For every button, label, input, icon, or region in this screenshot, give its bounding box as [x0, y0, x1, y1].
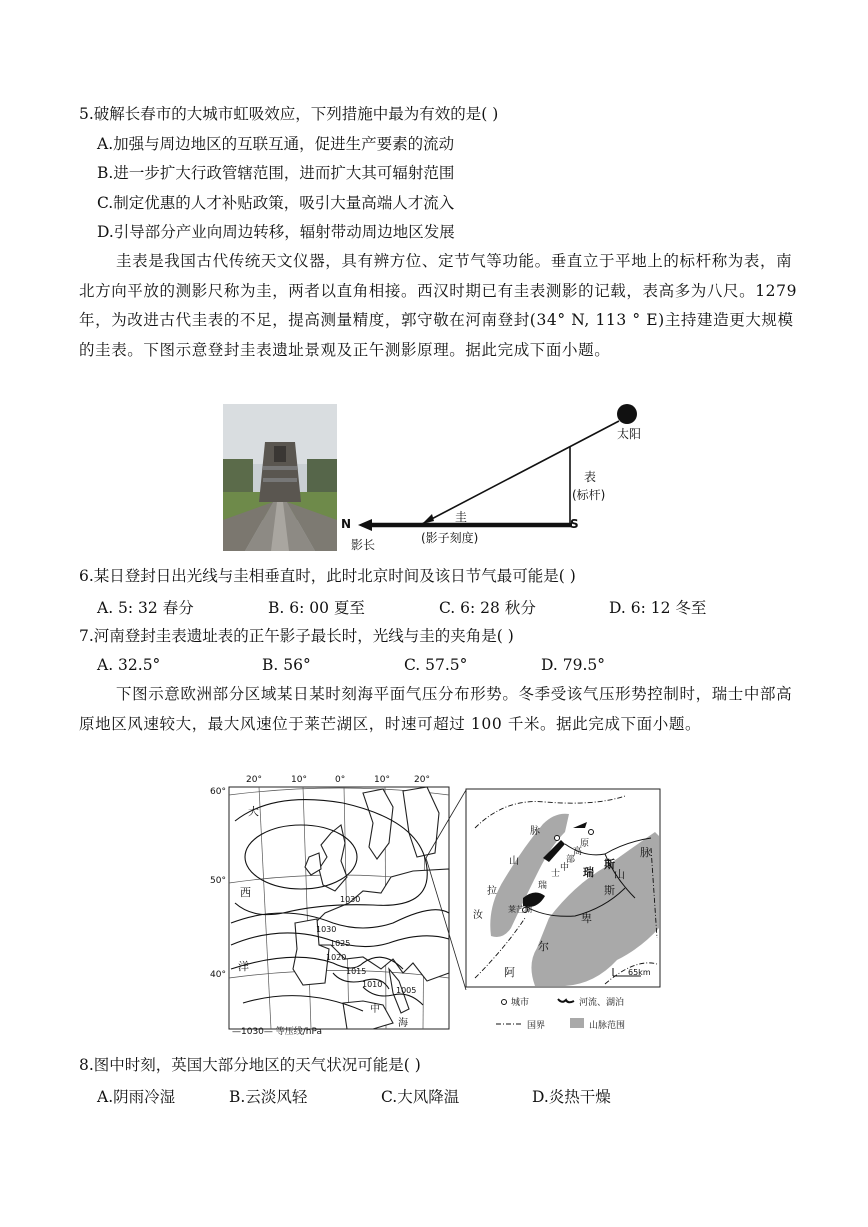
- q8-option-a: A.阴雨冷湿: [97, 1088, 176, 1106]
- q6-option-d: D. 6: 12 冬至: [609, 599, 707, 617]
- fig1-shadow-label: 影长: [351, 538, 376, 552]
- q5-option-a: A.加强与周边地区的互联互通，促进生产要素的流动: [97, 135, 455, 153]
- isobar-label-2: 1030: [316, 925, 337, 934]
- q8-option-b: B.云淡风轻: [229, 1088, 308, 1106]
- inset-scale-label: 65km: [628, 968, 651, 977]
- inset-label-plateau-4: 部: [566, 855, 576, 865]
- q5-option-c: C.制定优惠的人才补贴政策，吸引大量高端人才流入: [97, 194, 455, 212]
- fig1-pole-label: 表: [584, 470, 597, 484]
- q7-option-c: C. 57.5°: [404, 656, 468, 674]
- isobar-label-1: 1030: [340, 895, 361, 904]
- inset-label-swiss-1: 瑞: [583, 866, 594, 879]
- fig1-s-label: S: [570, 517, 579, 531]
- map-lon-label-2: 10°: [291, 775, 307, 785]
- map-sea-label-5: 海: [398, 1018, 408, 1029]
- q6-option-a: A. 5: 32 春分: [97, 599, 194, 617]
- map-sea-label-1: 大: [248, 805, 259, 818]
- q8-option-c: C.大风降温: [381, 1088, 460, 1106]
- inset-label-alps-5: 山: [614, 868, 625, 881]
- fig1-sun-label: 太阳: [617, 427, 642, 441]
- inset-label-plateau-5: 高: [573, 847, 583, 857]
- map-sea-label-3: 洋: [238, 960, 249, 973]
- q7-option-a: A. 32.5°: [97, 656, 161, 674]
- fig1-gui-sub-label: (影子刻度): [421, 531, 479, 545]
- inset-label-jura-1: 汝: [473, 910, 483, 921]
- q5-option-b: B.进一步扩大行政管辖范围，进而扩大其可辐射范围: [97, 164, 455, 182]
- q5-stem: 5.破解长春市的大城市虹吸效应，下列措施中最为有效的是( ): [79, 105, 499, 123]
- inset-label-alps-1: 阿: [504, 966, 515, 979]
- passage-gnomon: 圭表是我国古代传统天文仪器，具有辨方位、定节气等功能。垂直立于平地上的标杆称为表，南北方向平放的测影尺称为圭，两者以直角相接。西汉时期已有圭表测影的记载，表高多为八尺。1279 年，为改进古代圭表的不足，提高测量精度，郭守敬在河南登封(34° N, 113 ° E)主持建造更大规模的圭表。下图示意登封圭表遗址景观及正午测影原理。据此完成下面小题。: [79, 252, 798, 359]
- gnomon-diagram: [336, 400, 646, 555]
- inset-label-plateau-6: 原: [580, 839, 590, 849]
- fig1-pole-sub-label: (标杆): [572, 488, 606, 502]
- inset-label-alps-6: 脉: [640, 846, 651, 859]
- legend-border-label: 国界: [527, 1021, 546, 1031]
- inset-label-jura-3: 山: [509, 856, 519, 867]
- map-lat-label-2: 50°: [210, 876, 226, 886]
- fig1-n-label: N: [341, 517, 352, 531]
- q7-stem: 7.河南登封圭表遗址表的正午影子最长时，光线与圭的夹角是( ): [79, 627, 514, 645]
- q5-option-d: D.引导部分产业向周边转移，辐射带动周边地区发展: [97, 223, 455, 241]
- isobar-label-7: 1005: [396, 986, 417, 995]
- q8-stem: 8.图中时刻，英国大部分地区的天气状况可能是( ): [79, 1056, 421, 1074]
- river-icon: [558, 999, 574, 1002]
- mountain-icon: [570, 1018, 584, 1028]
- inset-label-plateau-2: 士: [551, 869, 561, 879]
- inset-label-swiss-2: 斯: [604, 858, 615, 871]
- q7-option-b: B. 56°: [262, 656, 311, 674]
- inset-label-jura-2: 拉: [487, 886, 497, 897]
- isobar-label-4: 1020: [326, 953, 347, 962]
- legend-river-label: 河流、湖泊: [579, 998, 625, 1008]
- inset-label-plateau-3: 中: [560, 863, 570, 873]
- inset-label-alps-4: 斯: [604, 884, 615, 897]
- isobar-label-6: 1010: [362, 980, 383, 989]
- q8-option-d: D.炎热干燥: [532, 1088, 611, 1106]
- inset-label-plateau-1: 瑞: [538, 881, 548, 891]
- inset-connector: [420, 790, 470, 990]
- legend-mountain-label: 山脉范围: [589, 1021, 626, 1031]
- map-lon-label-5: 20°: [414, 775, 430, 785]
- isobar-label-3: 1025: [330, 939, 351, 948]
- map-legend-isobar: —1030— 等压线/hPa: [232, 1027, 323, 1037]
- map-sea-label-2: 西: [240, 886, 251, 899]
- isobar-label-5: 1015: [346, 967, 367, 976]
- city-icon: [502, 1000, 507, 1005]
- gnomon-photo: [223, 404, 337, 551]
- q6-option-b: B. 6: 00 夏至: [268, 599, 365, 617]
- map-lon-label-3: 0°: [335, 775, 346, 785]
- legend-city-label: 城市: [511, 998, 530, 1008]
- inset-label-alps-2: 尔: [538, 940, 549, 953]
- passage-europe-pressure: 下图示意欧洲部分区域某日某时刻海平面气压分布形势。冬季受该气压形势控制时，瑞士中部高原地区风速较大，最大风速位于莱芒湖区，时速可超过 100 千米。据此完成下面小题。: [79, 685, 793, 733]
- fig1-gui-label: 圭: [455, 510, 468, 524]
- q7-option-d: D. 79.5°: [541, 656, 605, 674]
- sun-icon: [617, 404, 637, 424]
- north-arrow-icon: [358, 519, 372, 531]
- map-lat-label-1: 60°: [210, 787, 226, 797]
- q6-stem: 6.某日登封日出光线与圭相垂直时，此时北京时间及该日节气最可能是( ): [79, 567, 576, 585]
- map-lon-label-1: 20°: [246, 775, 262, 785]
- map-sea-label-4: 中: [370, 1004, 380, 1015]
- inset-label-lake-leman: 莱芒湖: [508, 905, 532, 914]
- q6-option-c: C. 6: 28 秋分: [439, 599, 536, 617]
- map-lat-label-3: 40°: [210, 970, 226, 980]
- map-lon-label-4: 10°: [374, 775, 390, 785]
- inset-label-jura-4: 脉: [530, 826, 540, 837]
- inset-label-alps-3: 卑: [581, 912, 592, 925]
